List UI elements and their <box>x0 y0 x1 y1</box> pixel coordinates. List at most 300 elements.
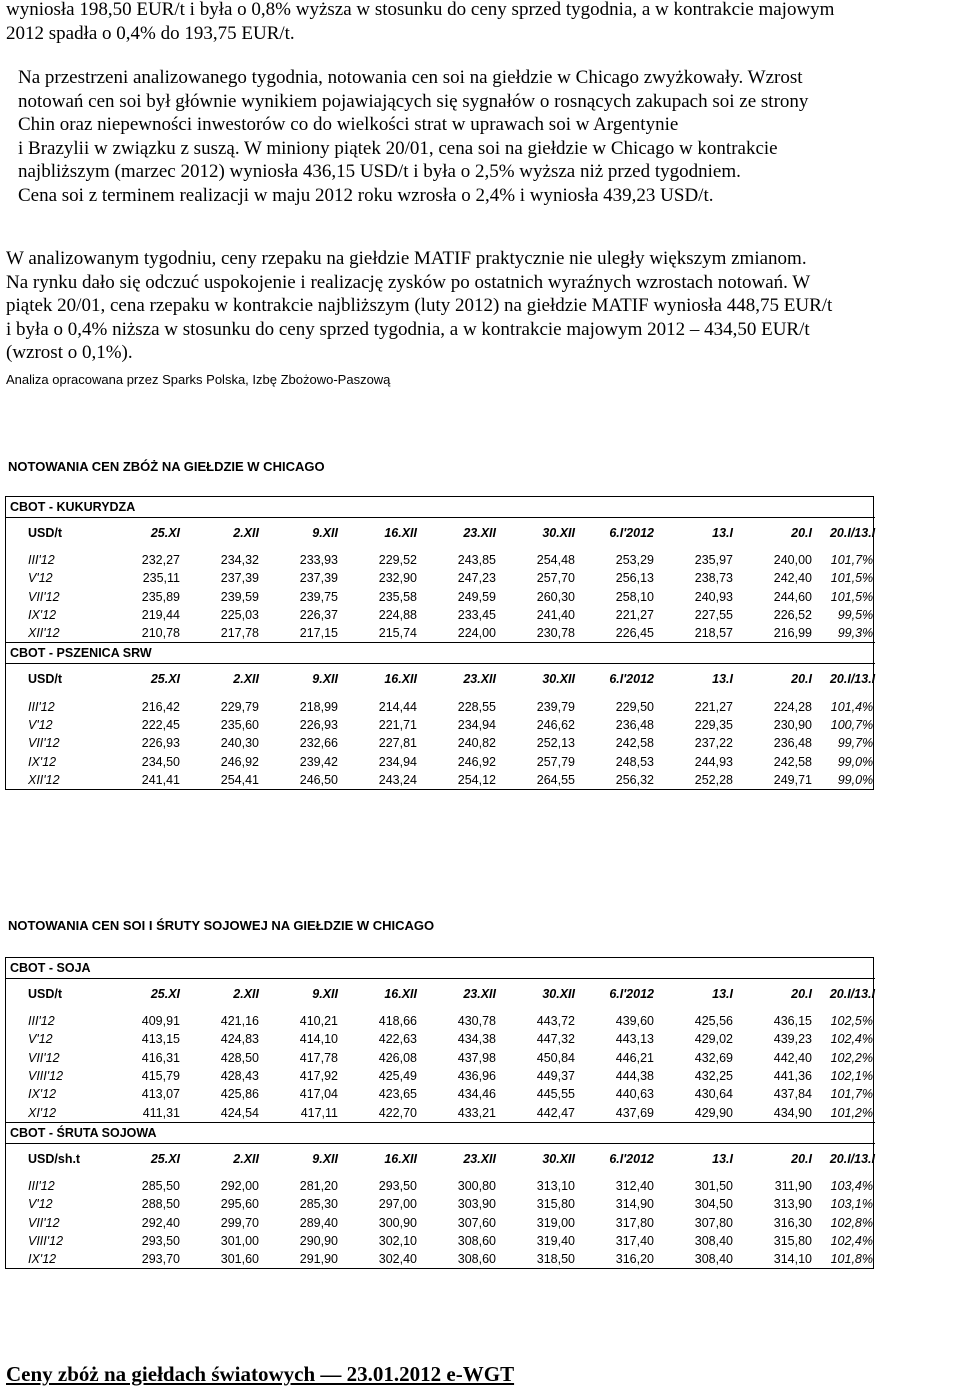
price-cell: 246,50 <box>299 772 338 787</box>
price-cell: 417,92 <box>299 1069 338 1084</box>
price-cell: 244,93 <box>694 754 733 769</box>
price-cell: 311,90 <box>774 1178 812 1193</box>
price-cell: 307,60 <box>457 1215 496 1230</box>
soy-table <box>5 957 874 1269</box>
price-cell: 257,79 <box>536 754 575 769</box>
price-cell: 242,40 <box>773 571 812 586</box>
column-header: 9.XII <box>312 1151 338 1166</box>
column-header: 30.XII <box>542 987 575 1001</box>
price-cell: 434,46 <box>457 1087 496 1102</box>
price-cell: 221,71 <box>378 717 417 732</box>
column-header: USD/t <box>28 526 63 540</box>
table-row <box>6 1195 875 1213</box>
column-header: 20.I/13.I <box>829 987 875 1001</box>
column-header: 23.XII <box>463 1151 496 1166</box>
price-cell: 444,38 <box>615 1069 654 1084</box>
price-cell: 281,20 <box>299 1178 338 1193</box>
price-cell: 424,54 <box>220 1105 259 1120</box>
paragraph-line: Na rynku dało się odczuć uspokojenie i realizację zysków po ostatnich wyraźnych wzrostach notowań. W <box>6 271 811 293</box>
column-header: 13.I <box>712 987 733 1001</box>
price-cell: 239,79 <box>536 699 575 714</box>
price-cell: 302,10 <box>378 1233 417 1248</box>
contract-label: III'12 <box>28 1014 55 1029</box>
contract-label: V'12 <box>28 1197 53 1212</box>
price-cell: 426,08 <box>378 1050 417 1065</box>
price-cell: 285,50 <box>141 1178 180 1193</box>
price-cell: 301,00 <box>220 1233 259 1248</box>
change-percent: 99,0% <box>837 754 874 769</box>
paragraph-line: Cena soi z terminem realizacji w maju 2012 roku wzrosła o 2,4% i wyniosła 439,23 USD/t. <box>18 184 714 206</box>
price-cell: 318,50 <box>536 1252 575 1267</box>
analysis-credit: Analiza opracowana przez Sparks Polska, Izbę Zbożowo-Paszową <box>6 372 391 387</box>
change-percent: 101,7% <box>830 553 874 568</box>
price-cell: 218,57 <box>694 626 733 641</box>
column-header: USD/sh.t <box>28 1151 81 1166</box>
price-cell: 315,80 <box>773 1233 812 1248</box>
price-cell: 229,79 <box>220 699 259 714</box>
price-cell: 440,63 <box>615 1087 654 1102</box>
change-percent: 99,0% <box>837 772 874 787</box>
price-cell: 240,00 <box>773 553 812 568</box>
table-row <box>6 1030 875 1048</box>
price-cell: 237,39 <box>299 571 338 586</box>
contract-label: IX'12 <box>28 1252 57 1267</box>
price-cell: 214,44 <box>378 699 417 714</box>
paragraph-line: W analizowanym tygodniu, ceny rzepaku na giełdzie MATIF praktycznie nie uległy większym zmianom. <box>6 248 807 269</box>
grains-table <box>5 496 874 790</box>
column-header: 23.XII <box>463 526 496 540</box>
price-cell: 243,24 <box>378 772 417 787</box>
price-cell: 239,42 <box>299 754 338 769</box>
price-cell: 421,16 <box>220 1014 259 1029</box>
contract-label: VIII'12 <box>28 1233 64 1248</box>
price-cell: 442,40 <box>773 1050 812 1065</box>
price-cell: 248,53 <box>615 754 654 769</box>
column-header: 20.I <box>791 672 812 687</box>
contract-label: VII'12 <box>28 1215 60 1230</box>
price-cell: 210,78 <box>141 626 180 641</box>
price-cell: 252,28 <box>694 772 733 787</box>
price-cell: 217,78 <box>220 626 259 641</box>
contract-label: VII'12 <box>28 1050 60 1065</box>
table-row <box>6 771 875 789</box>
price-cell: 295,60 <box>220 1197 259 1212</box>
table-row <box>6 734 875 752</box>
price-cell: 243,85 <box>457 553 496 568</box>
price-cell: 285,30 <box>299 1197 338 1212</box>
price-cell: 253,29 <box>615 553 654 568</box>
price-cell: 216,42 <box>141 699 180 714</box>
price-cell: 319,00 <box>536 1215 575 1230</box>
column-header: 16.XII <box>384 526 417 540</box>
column-header: 13.I <box>712 672 733 687</box>
column-header: 13.I <box>712 1151 733 1166</box>
price-cell: 443,72 <box>536 1014 575 1029</box>
price-cell: 450,84 <box>536 1050 575 1065</box>
column-header: 6.I'2012 <box>609 672 654 687</box>
price-cell: 288,50 <box>141 1197 180 1212</box>
price-cell: 449,37 <box>536 1069 575 1084</box>
price-cell: 425,49 <box>378 1069 417 1084</box>
price-cell: 235,97 <box>694 553 733 568</box>
price-cell: 234,50 <box>141 754 180 769</box>
table-row <box>6 716 875 734</box>
column-header: 23.XII <box>463 672 496 687</box>
contract-label: IX'12 <box>28 608 57 623</box>
price-cell: 240,82 <box>457 736 496 751</box>
price-cell: 439,23 <box>773 1032 812 1047</box>
change-percent: 102,4% <box>830 1233 873 1248</box>
price-cell: 411,31 <box>142 1105 180 1120</box>
column-header: 25.XI <box>150 987 180 1001</box>
price-cell: 233,45 <box>457 608 496 623</box>
price-cell: 308,60 <box>457 1252 496 1267</box>
change-percent: 99,3% <box>837 626 874 641</box>
price-cell: 437,84 <box>773 1087 812 1102</box>
change-percent: 101,5% <box>830 571 874 586</box>
section-title-soy: NOTOWANIA CEN SOI I ŚRUTY SOJOWEJ NA GIEŁDZIE W CHICAGO <box>8 918 435 933</box>
price-cell: 232,66 <box>299 736 338 751</box>
price-cell: 238,73 <box>694 571 733 586</box>
contract-label: XII'12 <box>28 772 60 787</box>
price-cell: 437,98 <box>457 1050 496 1065</box>
contract-label: III'12 <box>28 1178 55 1193</box>
price-cell: 239,59 <box>220 589 259 604</box>
price-cell: 244,60 <box>773 589 812 604</box>
contract-label: VII'12 <box>28 736 60 751</box>
column-header: 2.XII <box>233 987 259 1001</box>
price-cell: 434,38 <box>457 1032 496 1047</box>
price-cell: 246,92 <box>220 754 259 769</box>
column-header: 16.XII <box>384 987 417 1001</box>
price-cell: 293,70 <box>141 1252 180 1267</box>
column-header: 30.XII <box>542 1151 575 1166</box>
column-header: 30.XII <box>542 526 575 540</box>
price-cell: 224,28 <box>773 699 812 714</box>
price-cell: 249,71 <box>773 772 812 787</box>
column-header: 6.I'2012 <box>609 526 654 540</box>
price-cell: 409,91 <box>141 1014 180 1029</box>
price-cell: 257,70 <box>536 571 575 586</box>
change-percent: 102,5% <box>830 1014 873 1029</box>
price-cell: 293,50 <box>141 1233 180 1248</box>
price-cell: 219,44 <box>141 608 180 623</box>
price-cell: 410,21 <box>299 1014 338 1029</box>
price-cell: 422,70 <box>378 1105 417 1120</box>
price-cell: 226,52 <box>773 608 812 623</box>
price-cell: 228,55 <box>457 699 496 714</box>
change-percent: 102,2% <box>830 1050 873 1065</box>
price-cell: 222,45 <box>141 717 180 732</box>
price-cell: 252,13 <box>536 736 575 751</box>
paragraph-line: piątek 20/01, cena rzepaku w kontrakcie najbliższym (luty 2012) na giełdzie MATIF wyniosła 448,75 EUR/t <box>6 295 833 317</box>
column-header: 2.XII <box>233 1151 259 1166</box>
price-cell: 289,40 <box>299 1215 338 1230</box>
price-cell: 224,00 <box>457 626 496 641</box>
table-row <box>6 697 875 715</box>
price-cell: 304,50 <box>694 1197 733 1212</box>
price-cell: 436,96 <box>457 1069 496 1084</box>
paragraph-line: 2012 spadła o 0,4% do 193,75 EUR/t. <box>6 22 295 44</box>
price-cell: 425,56 <box>694 1014 733 1029</box>
contract-label: V'12 <box>28 717 53 732</box>
change-percent: 103,4% <box>830 1178 873 1193</box>
price-cell: 234,94 <box>378 754 417 769</box>
contract-label: III'12 <box>28 699 55 714</box>
contract-label: VIII'12 <box>28 1069 64 1084</box>
price-cell: 430,78 <box>457 1014 496 1029</box>
price-cell: 254,41 <box>220 772 259 787</box>
column-header: 25.XI <box>150 672 180 687</box>
price-cell: 293,50 <box>378 1178 417 1193</box>
price-cell: 230,90 <box>773 717 812 732</box>
table-row <box>6 1067 875 1085</box>
paragraph-line: Chin oraz niepewności inwestorów co do wielkości strat w uprawach soi w Argentynie <box>18 114 679 136</box>
paragraph-rapeseed-prev <box>6 0 956 45</box>
price-cell: 432,69 <box>694 1050 733 1065</box>
price-cell: 301,60 <box>220 1252 259 1267</box>
price-cell: 237,22 <box>694 736 733 751</box>
price-cell: 434,90 <box>773 1105 812 1120</box>
price-cell: 425,86 <box>220 1087 259 1102</box>
price-cell: 300,80 <box>457 1178 496 1193</box>
price-cell: 299,70 <box>220 1215 259 1230</box>
change-percent: 101,7% <box>830 1087 873 1102</box>
column-header: 23.XII <box>463 987 496 1001</box>
change-percent: 101,8% <box>830 1252 873 1267</box>
price-cell: 445,55 <box>536 1087 575 1102</box>
price-cell: 229,50 <box>615 699 654 714</box>
price-cell: 229,35 <box>694 717 733 732</box>
table-row <box>6 1085 875 1103</box>
price-cell: 239,75 <box>299 589 338 604</box>
price-cell: 312,40 <box>615 1178 654 1193</box>
price-cell: 297,00 <box>378 1197 417 1212</box>
price-cell: 237,39 <box>220 571 259 586</box>
price-cell: 227,81 <box>378 736 417 751</box>
table-row <box>6 569 875 587</box>
price-cell: 429,02 <box>694 1032 733 1047</box>
price-cell: 416,31 <box>141 1050 180 1065</box>
change-percent: 100,7% <box>830 717 874 732</box>
table-row <box>6 1213 875 1231</box>
price-cell: 439,60 <box>615 1014 654 1029</box>
price-cell: 317,40 <box>615 1233 654 1248</box>
price-cell: 229,52 <box>378 553 417 568</box>
price-cell: 218,99 <box>299 699 338 714</box>
price-cell: 254,12 <box>457 772 496 787</box>
price-cell: 422,63 <box>378 1032 417 1047</box>
section-title-grains: NOTOWANIA CEN ZBÓŻ NA GIEŁDZIE W CHICAGO <box>8 459 325 474</box>
price-cell: 221,27 <box>615 608 654 623</box>
price-cell: 301,50 <box>694 1178 733 1193</box>
price-cell: 316,20 <box>615 1252 654 1267</box>
change-percent: 102,4% <box>830 1032 873 1047</box>
column-header: 6.I'2012 <box>609 1151 654 1166</box>
price-cell: 290,90 <box>299 1233 338 1248</box>
price-cell: 314,10 <box>773 1252 812 1267</box>
price-cell: 428,50 <box>220 1050 259 1065</box>
price-cell: 442,47 <box>536 1105 575 1120</box>
column-header: 9.XII <box>312 987 338 1001</box>
column-header: 20.I <box>791 526 812 540</box>
column-header: 13.I <box>712 526 733 540</box>
column-header: 30.XII <box>542 672 575 687</box>
page-footer-title: Ceny zbóż na giełdach światowych — 23.01.2012 e-WGT <box>6 1362 515 1386</box>
column-header: 20.I <box>791 1151 812 1166</box>
price-cell: 317,80 <box>615 1215 654 1230</box>
column-header: 6.I'2012 <box>609 987 654 1001</box>
price-cell: 232,90 <box>378 571 417 586</box>
price-cell: 258,10 <box>615 589 654 604</box>
price-cell: 437,69 <box>615 1105 654 1120</box>
change-percent: 102,8% <box>830 1215 873 1230</box>
price-cell: 428,43 <box>220 1069 259 1084</box>
contract-label: V'12 <box>28 1032 53 1047</box>
price-cell: 446,21 <box>615 1050 654 1065</box>
table-row <box>6 624 875 643</box>
price-cell: 424,83 <box>220 1032 259 1047</box>
price-cell: 230,78 <box>536 626 575 641</box>
change-percent: 99,7% <box>837 736 874 751</box>
price-cell: 225,03 <box>220 608 259 623</box>
price-cell: 241,41 <box>141 772 180 787</box>
price-cell: 447,32 <box>536 1032 575 1047</box>
price-cell: 308,60 <box>457 1233 496 1248</box>
price-cell: 249,59 <box>457 589 496 604</box>
contract-label: IX'12 <box>28 754 57 769</box>
column-header: 16.XII <box>384 672 417 687</box>
price-cell: 217,15 <box>299 626 338 641</box>
column-header: 25.XI <box>150 526 180 540</box>
price-cell: 423,65 <box>378 1087 417 1102</box>
table-row <box>6 1103 875 1122</box>
column-header: 25.XI <box>150 1151 180 1166</box>
change-percent: 102,1% <box>830 1069 873 1084</box>
table-row <box>6 1177 875 1195</box>
column-header: 16.XII <box>384 1151 417 1166</box>
price-cell: 308,40 <box>694 1252 733 1267</box>
paragraph-line: i była o 0,4% niższa w stosunku do ceny sprzed tygodnia, a w kontrakcie majowym 2012 – 434,50 EUR/t <box>6 318 810 340</box>
price-cell: 235,58 <box>378 589 417 604</box>
price-cell: 236,48 <box>773 736 812 751</box>
price-cell: 215,74 <box>378 626 417 641</box>
column-header: 20.I/13.I <box>829 1151 875 1166</box>
price-cell: 226,45 <box>615 626 654 641</box>
table-row <box>6 551 875 569</box>
contract-label: III'12 <box>28 553 55 568</box>
price-cell: 417,11 <box>300 1105 338 1120</box>
column-header: 2.XII <box>233 526 259 540</box>
price-cell: 292,00 <box>220 1178 259 1193</box>
price-cell: 292,40 <box>141 1215 180 1230</box>
price-cell: 260,30 <box>536 589 575 604</box>
price-cell: 417,04 <box>299 1087 338 1102</box>
contract-label: VII'12 <box>28 589 60 604</box>
price-cell: 240,93 <box>694 589 733 604</box>
table-row <box>6 1250 875 1268</box>
paragraph-line: i Brazylii w związku z suszą. W miniony piątek 20/01, cena soi na giełdzie w Chicago w kontrakcie <box>18 137 778 159</box>
column-header: 9.XII <box>312 672 338 687</box>
column-header: 20.I/13.I <box>829 672 876 687</box>
paragraph-line: wyniosła 198,50 EUR/t i była o 0,8% wyższa w stosunku do ceny sprzed tygodnia, a w kontrakcie majowym <box>6 0 835 20</box>
price-cell: 414,10 <box>299 1032 338 1047</box>
table-subtitle: CBOT - PSZENICA SRW <box>6 643 875 664</box>
price-cell: 314,90 <box>615 1197 654 1212</box>
table-row <box>6 1232 875 1250</box>
paragraph-soy <box>6 66 960 208</box>
change-percent: 101,2% <box>830 1105 873 1120</box>
table-subtitle: CBOT - ŚRUTA SOJOWA <box>6 1122 875 1143</box>
price-cell: 302,40 <box>378 1252 417 1267</box>
price-cell: 432,25 <box>694 1069 733 1084</box>
column-header: 20.I <box>791 987 812 1001</box>
paragraph-rapeseed-matif <box>6 247 956 365</box>
table-subtitle: CBOT - SOJA <box>6 958 875 979</box>
price-cell: 417,78 <box>299 1050 338 1065</box>
price-cell: 313,90 <box>773 1197 812 1212</box>
price-cell: 415,79 <box>141 1069 180 1084</box>
price-cell: 256,32 <box>615 772 654 787</box>
price-cell: 241,40 <box>536 608 575 623</box>
change-percent: 99,5% <box>837 608 874 623</box>
price-cell: 235,11 <box>142 571 180 586</box>
price-cell: 242,58 <box>615 736 654 751</box>
table-row <box>6 606 875 624</box>
table-row <box>6 752 875 770</box>
column-header: 2.XII <box>233 672 259 687</box>
price-cell: 316,30 <box>773 1215 812 1230</box>
price-cell: 240,30 <box>220 736 259 751</box>
price-cell: 226,37 <box>299 608 338 623</box>
contract-label: IX'12 <box>28 1087 57 1102</box>
column-header: USD/t <box>28 987 63 1001</box>
price-cell: 308,40 <box>694 1233 733 1248</box>
price-cell: 234,32 <box>220 553 259 568</box>
price-cell: 235,60 <box>220 717 259 732</box>
price-cell: 443,13 <box>615 1032 654 1047</box>
price-cell: 226,93 <box>299 717 338 732</box>
paragraph-line: najbliższym (marzec 2012) wyniosła 436,15 USD/t i była o 2,5% wyższa niż przed tygodniem. <box>18 161 741 183</box>
price-cell: 256,13 <box>615 571 654 586</box>
price-cell: 291,90 <box>299 1252 338 1267</box>
paragraph-line: notowań cen soi był głównie wynikiem pojawiających się sygnałów o rosnących zakupach soi ze strony <box>18 90 809 112</box>
price-cell: 413,07 <box>141 1087 180 1102</box>
column-header: 9.XII <box>312 526 338 540</box>
price-cell: 313,10 <box>536 1178 575 1193</box>
paragraph-line: (wzrost o 0,1%). <box>6 342 133 364</box>
price-cell: 242,58 <box>773 754 812 769</box>
price-cell: 264,55 <box>536 772 575 787</box>
price-cell: 246,92 <box>457 754 496 769</box>
change-percent: 101,5% <box>830 589 874 604</box>
price-cell: 433,21 <box>457 1105 496 1120</box>
price-cell: 224,88 <box>378 608 417 623</box>
price-cell: 315,80 <box>536 1197 575 1212</box>
column-header: USD/t <box>28 672 63 687</box>
table-row <box>6 1049 875 1067</box>
price-cell: 226,93 <box>141 736 180 751</box>
change-percent: 101,4% <box>830 699 874 714</box>
table-row <box>6 588 875 606</box>
price-cell: 441,36 <box>773 1069 812 1084</box>
price-cell: 235,89 <box>141 589 180 604</box>
contract-label: XII'12 <box>28 626 60 641</box>
price-cell: 300,90 <box>378 1215 417 1230</box>
price-cell: 413,15 <box>141 1032 180 1047</box>
paragraph-line: Na przestrzeni analizowanego tygodnia, notowania cen soi na giełdzie w Chicago zwyżkowały. Wzrost <box>18 67 803 88</box>
price-cell: 436,15 <box>773 1014 812 1029</box>
